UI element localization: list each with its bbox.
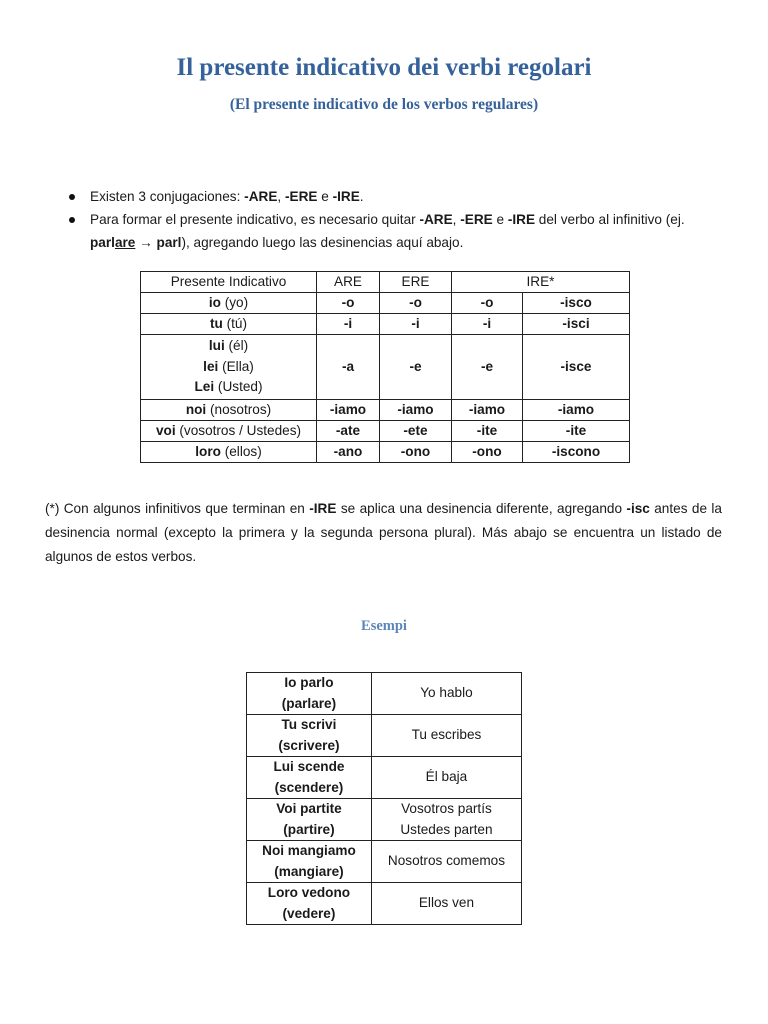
table-header-row: [141, 272, 630, 293]
ending-cell: -ite: [523, 420, 630, 441]
ending-ire: -IRE: [309, 501, 337, 516]
pronoun: tu: [209, 316, 223, 331]
separator: ,: [452, 212, 461, 227]
ending-cell: -iamo: [452, 399, 523, 420]
spanish-phrase: Él baja: [425, 769, 468, 785]
italian-cell: [247, 757, 372, 799]
spanish-cell: [371, 715, 521, 757]
italian-phrase: Voi partite: [276, 801, 342, 816]
table-row: [247, 799, 522, 841]
header-presente: Presente Indicativo: [141, 272, 317, 293]
intro-bullet-list: [66, 185, 722, 254]
spanish-phrase: Ellos ven: [418, 895, 475, 911]
spanish-phrase: Tu escribes: [411, 727, 482, 743]
pronoun: lei: [203, 358, 219, 374]
pronoun-cell: [141, 293, 317, 314]
spanish-cell: [371, 883, 521, 925]
ending-ire: -IRE: [507, 212, 536, 227]
spanish-cell: [371, 673, 521, 715]
ending-cell: -ono: [452, 441, 523, 462]
table-row: [141, 335, 630, 400]
ending-are: -ARE: [244, 189, 278, 204]
pronoun-cell: [141, 420, 317, 441]
table-row: [141, 420, 630, 441]
italian-infinitive: (scendere): [274, 779, 344, 795]
ending-cell: -a: [317, 335, 380, 400]
italian-cell: [247, 715, 372, 757]
examples-table: [246, 672, 522, 925]
bullet-text: Existen 3 conjugaciones:: [90, 189, 245, 204]
ending-cell: -iamo: [380, 399, 452, 420]
italian-phrase: Noi mangiamo: [262, 843, 356, 858]
ending-cell: -iamo: [523, 399, 630, 420]
ending-cell: -e: [380, 335, 452, 400]
spanish-phrase: Yo hablo: [420, 685, 473, 701]
pronoun-cell: [141, 335, 317, 400]
italian-cell: [247, 673, 372, 715]
italian-infinitive: (scrivere): [278, 737, 340, 753]
table-row: [141, 399, 630, 420]
note-text: antes de la desinencia normal (excepto la primera y la segunda persona plural). Más abajo se encuentra un listado de algunos de estos verbos.: [45, 501, 722, 564]
italian-infinitive: (vedere): [282, 905, 336, 921]
pronoun: lui: [208, 338, 225, 353]
ending-ire: -IRE: [332, 189, 360, 204]
page-title: Il presente indicativo dei verbi regolari: [176, 54, 592, 81]
translation: (nosotros): [209, 401, 272, 417]
italian-cell: [247, 883, 372, 925]
pronoun-cell: [141, 314, 317, 335]
ending-isc: -isc: [626, 501, 650, 516]
ending-cell: -iscono: [523, 441, 630, 462]
header-ire: IRE*: [452, 272, 630, 293]
pronoun: noi: [185, 401, 207, 417]
pronoun-cell: [141, 441, 317, 462]
example-stem: parl: [90, 235, 115, 250]
ending-cell: -i: [452, 314, 523, 335]
pronoun: Lei: [194, 379, 215, 394]
period: .: [359, 189, 364, 204]
ending-cell: -ano: [317, 441, 380, 462]
italian-infinitive: (mangiare): [274, 863, 344, 879]
translation: (tú): [226, 316, 247, 331]
italian-infinitive: (parlare): [281, 695, 337, 711]
ending-ere: -ERE: [284, 189, 318, 204]
ending-cell: -ono: [380, 441, 452, 462]
note-text: se aplica una desinencia diferente, agregando: [336, 501, 627, 516]
ending-cell: -i: [380, 314, 452, 335]
ending-cell: -ite: [452, 420, 523, 441]
ending-cell: -o: [380, 293, 452, 314]
separator: ,: [277, 189, 285, 204]
italian-phrase: Tu scrivi: [281, 717, 337, 732]
pronoun-line: [145, 336, 312, 357]
ending-cell: -ate: [317, 420, 380, 441]
table-row: [247, 673, 522, 715]
ending-cell: -ete: [380, 420, 452, 441]
ending-cell: -i: [317, 314, 380, 335]
pronoun: io: [208, 295, 221, 310]
ending-cell: -iamo: [317, 399, 380, 420]
spanish-phrase: Nosotros comemos: [387, 853, 505, 869]
table-row: [247, 883, 522, 925]
bullet-text: Para formar el presente indicativo, es necesario quitar: [90, 212, 420, 227]
header-are: ARE: [317, 272, 380, 293]
ending-cell: -isci: [523, 314, 630, 335]
separator: e: [317, 189, 333, 204]
ending-cell: -isco: [523, 293, 630, 314]
header-ere: ERE: [380, 272, 452, 293]
pronoun-cell: [141, 399, 317, 420]
ending-cell: -o: [452, 293, 523, 314]
pronoun: voi: [155, 422, 176, 438]
example-ending: are: [114, 235, 136, 250]
table-row: [247, 841, 522, 883]
arrow-icon: →: [135, 235, 157, 250]
translation: (ellos): [224, 443, 262, 459]
italian-infinitive: (partire): [283, 821, 335, 837]
table-row: [141, 293, 630, 314]
pronoun-line: [145, 357, 312, 378]
table-row: [247, 715, 522, 757]
table-row: [141, 441, 630, 462]
ending-cell: -o: [317, 293, 380, 314]
ending-are: -ARE: [419, 212, 453, 227]
bullet-text: ), agregando luego las desinencias aquí abajo.: [181, 235, 464, 250]
conjugation-table: [140, 271, 630, 463]
note-text: (*) Con algunos infinitivos que terminan en: [45, 501, 310, 516]
translation: (Usted): [217, 379, 263, 394]
italian-cell: [247, 841, 372, 883]
spanish-cell: [371, 841, 521, 883]
spanish-phrase-2: Ustedes parten: [400, 821, 493, 837]
ending-ere: -ERE: [460, 212, 493, 227]
separator: e: [492, 212, 508, 227]
bullet-conjugations: [66, 185, 722, 208]
italian-phrase: Lui scende: [273, 759, 345, 774]
bullet-text: del verbo al infinitivo (ej.: [535, 212, 685, 227]
spanish-phrase: Vosotros partís: [401, 801, 492, 816]
example-result: parl: [156, 235, 182, 250]
spanish-cell: [371, 757, 521, 799]
italian-cell: [247, 799, 372, 841]
table-row: [141, 314, 630, 335]
translation: (vosotros / Ustedes): [179, 422, 302, 438]
translation: (Ella): [222, 358, 254, 374]
italian-phrase: Loro vedono: [267, 885, 351, 900]
ending-cell: -isce: [523, 335, 630, 400]
spanish-cell: [371, 799, 521, 841]
translation: (yo): [224, 295, 249, 310]
bullet-formation: [66, 208, 722, 254]
page-subtitle: (El presente indicativo de los verbos regulares): [229, 96, 539, 113]
ending-cell: -e: [452, 335, 523, 400]
examples-heading: Esempi: [361, 618, 407, 634]
footnote-paragraph: [45, 497, 722, 569]
translation: (él): [228, 338, 249, 353]
pronoun-line: [145, 377, 312, 398]
table-row: [247, 757, 522, 799]
italian-phrase: Io parlo: [284, 675, 334, 690]
pronoun: loro: [195, 443, 221, 459]
